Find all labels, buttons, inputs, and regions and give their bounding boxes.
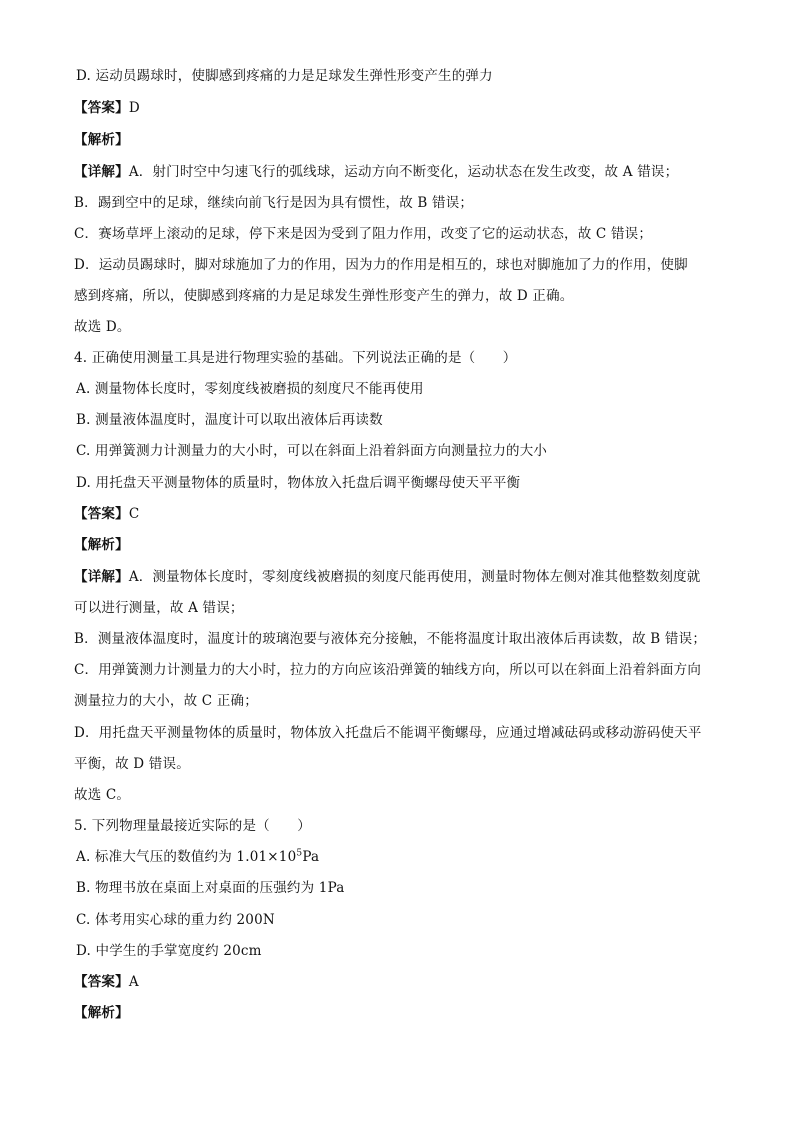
detail-text: A．测量物体长度时，零刻度线被磨损的刻度尺能再使用，测量时物体左侧对准其他整数刻度就 <box>128 569 701 585</box>
detail-tag: 【详解】 <box>74 164 129 180</box>
q5-option-b: B. 物理书放在桌面上对桌面的压强约为 1Pa <box>76 880 345 896</box>
q5-stem: 5. 下列物理量最接近实际的是（ ） <box>74 818 311 834</box>
answer-value: A <box>128 974 139 990</box>
analysis-tag: 【解析】 <box>74 132 129 148</box>
q3-detail-c: C．赛场草坪上滚动的足球，停下来是因为受到了阻力作用，改变了它的运动状态，故 C 错误； <box>74 226 653 242</box>
q4-detail-a-line2: 可以进行测量，故 A 错误； <box>74 600 244 616</box>
q4-option-b: B. 测量液体温度时，温度计可以取出液体后再读数 <box>76 412 383 428</box>
q3-option-d: D. 运动员踢球时，使脚感到疼痛的力是足球发生弹性形变产生的弹力 <box>76 68 493 84</box>
q3-analysis-tag <box>74 130 129 150</box>
q4-detail-d-line1: D．用托盘天平测量物体的质量时，物体放入托盘后不能调平衡螺母，应通过增减砝码或移动游码使天平 <box>74 725 702 741</box>
q4-option-c: C. 用弹簧测力计测量力的大小时，可以在斜面上沿着斜面方向测量拉力的大小 <box>76 443 548 459</box>
q5-answer <box>74 972 139 992</box>
q4-option-a: A. 测量物体长度时，零刻度线被磨损的刻度尺不能再使用 <box>76 381 424 397</box>
q3-answer <box>74 98 140 118</box>
answer-value: D <box>128 100 140 116</box>
exponent: 5 <box>296 848 303 859</box>
detail-tag: 【详解】 <box>74 569 129 585</box>
answer-value: C <box>128 506 140 522</box>
q4-analysis-tag <box>74 535 129 555</box>
q4-detail-c-line2: 测量拉力的大小，故 C 正确； <box>74 693 258 709</box>
q3-detail-b: B．踢到空中的足球，继续向前飞行是因为具有惯性，故 B 错误； <box>74 195 474 211</box>
option-a-text: A. 标准大气压的数值约为 1.01×10 <box>76 849 297 865</box>
q5-option-a <box>76 847 319 867</box>
q3-detail-d-line2: 感到疼痛，所以，使脚感到疼痛的力是足球发生弹性形变产生的弹力，故 D 正确。 <box>74 288 574 304</box>
q5-option-d: D. 中学生的手掌宽度约 20cm <box>76 943 262 959</box>
answer-tag: 【答案】 <box>74 974 129 990</box>
q3-detail-d-line1: D．运动员踢球时，脚对球施加了力的作用，因为力的作用是相互的，球也对脚施加了力的作用，使脚 <box>74 257 688 273</box>
answer-tag: 【答案】 <box>74 506 129 522</box>
q3-detail-a <box>74 162 678 182</box>
q5-option-c: C. 体考用实心球的重力约 200N <box>76 912 275 928</box>
analysis-tag: 【解析】 <box>74 537 129 553</box>
option-a-unit: Pa <box>302 849 320 865</box>
q4-detail-a-line1 <box>74 567 700 587</box>
q4-conclusion: 故选 C。 <box>74 787 131 803</box>
q3-conclusion: 故选 D。 <box>74 319 131 335</box>
q4-answer <box>74 504 139 524</box>
q5-analysis-tag <box>74 1003 129 1023</box>
q4-detail-d-line2: 平衡，故 D 错误。 <box>74 756 190 772</box>
q4-detail-c-line1: C．用弹簧测力计测量力的大小时，拉力的方向应该沿弹簧的轴线方向，所以可以在斜面上沿着斜面方向 <box>74 662 702 678</box>
answer-tag: 【答案】 <box>74 100 129 116</box>
q4-option-d: D. 用托盘天平测量物体的质量时，物体放入托盘后调平衡螺母使天平平衡 <box>76 475 521 491</box>
detail-text: A．射门时空中匀速飞行的弧线球，运动方向不断变化，运动状态在发生改变，故 A 错误； <box>128 164 679 180</box>
q4-stem: 4. 正确使用测量工具是进行物理实验的基础。下列说法正确的是（ ） <box>74 350 517 366</box>
analysis-tag: 【解析】 <box>74 1005 129 1021</box>
q4-detail-b: B．测量液体温度时，温度计的玻璃泡要与液体充分接触，不能将温度计取出液体后再读数，故 B 错误； <box>74 631 707 647</box>
